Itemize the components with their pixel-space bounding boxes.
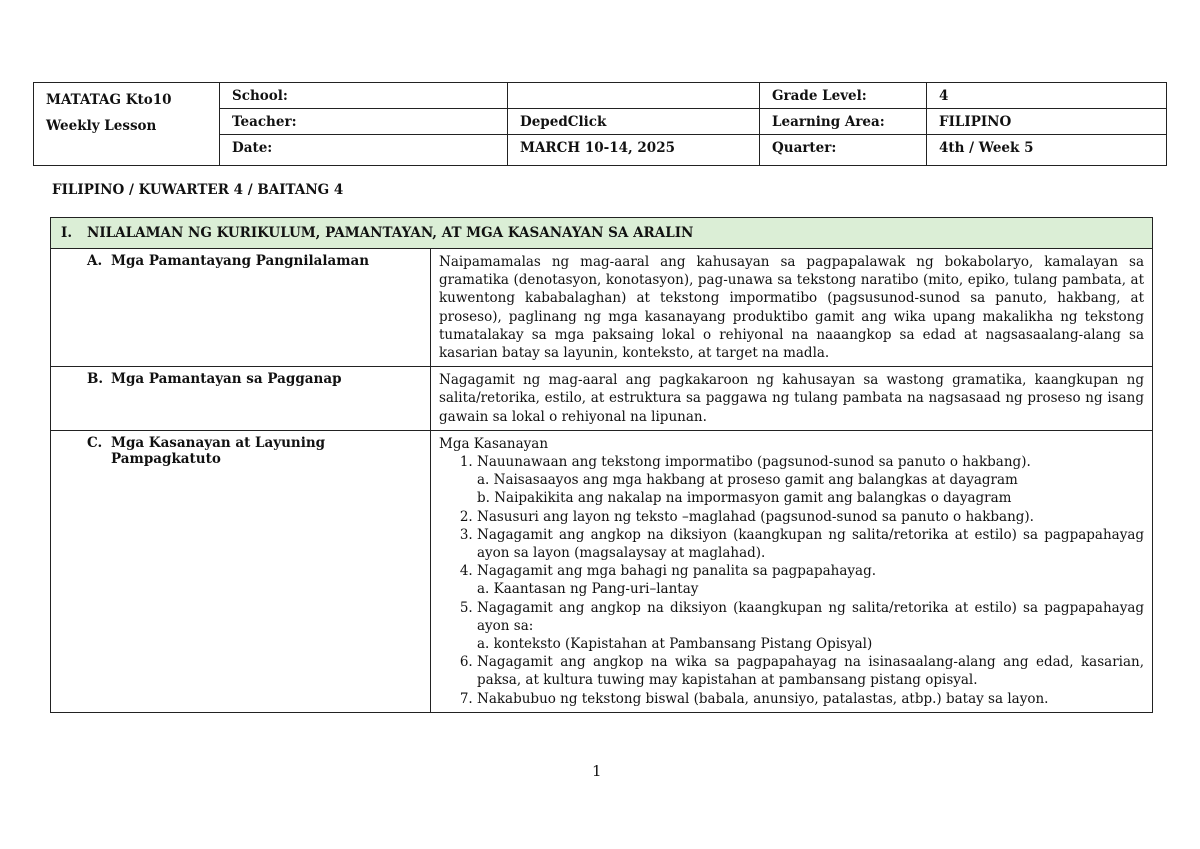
row-b-label [51,367,431,431]
row-c-label [51,430,431,712]
row-c-title-line1: Mga Kasanayan at Layuning [111,434,326,451]
section-number: I. [61,225,73,241]
area-label: Learning Area: [760,109,927,135]
grade-value: 4 [927,83,1167,109]
list-subitem: a. Kaantasan ng Pang-uri–lantay [477,581,699,598]
list-item-text: Nasusuri ang layon ng teksto –maglahad (pagsunod-sunod sa panuto o hakbang). [477,508,1034,525]
row-a-letter: A. [87,253,103,269]
page-number: 1 [592,762,602,780]
header-table [33,82,1167,166]
row-performance-standards [51,367,1153,431]
list-item-text: Nakabubuo ng tekstong biswal (babala, anunsiyo, patalastas, atbp.) batay sa layon. [477,690,1049,707]
list-item [477,526,1144,562]
area-value: FILIPINO [927,109,1167,135]
teacher-value: DepedClick [508,109,760,135]
row-learning-competencies [51,430,1153,712]
skills-list [439,453,1144,708]
list-subitem: b. Naipakikita ang nakalap na impormasyon gamit ang balangkas o dayagram [477,490,1012,507]
row-content-standards [51,249,1153,367]
list-subitem: a. konteksto (Kapistahan at Pambansang Pistang Opisyal) [477,636,873,653]
row-b-text: Nagagamit ng mag-aaral ang pagkakaroon ng kahusayan sa wastong gramatika, kaangkupan ng salita/retorika, estilo, at estruktura sa paggawa ng tulang pambata na nagsasaad ng proseso ng isang gawain sa lokal o rehiyonal na lipunan. [431,367,1153,431]
school-value [508,83,760,109]
list-item-text: Nagagamit ang angkop na wika sa pagpapahayag na isinasaalang-alang ang edad, kasarian, paksa, at kultura tuwing may kapistahan at pambansang pistang opisyal. [477,654,1145,689]
list-item-text: Nagagamit ang angkop na diksiyon (kaangkupan ng salita/retorika at estilo) sa pagpapahayag ayon sa layon (magsalaysay at maglahad). [477,526,1145,562]
quarter-value: 4th / Week 5 [927,135,1167,166]
row-b-title: Mga Pamantayan sa Pagganap [111,371,342,388]
document-subtitle: FILIPINO / KUWARTER 4 / BAITANG 4 [52,182,344,198]
list-item [477,599,1144,654]
teacher-label: Teacher: [220,109,508,135]
brand-cell [34,83,220,166]
row-a-title: Mga Pamantayang Pangnilalaman [111,253,370,269]
row-a-label [51,249,431,367]
list-item [477,453,1144,508]
row-c-letter: C. [87,434,103,451]
list-item [477,562,1144,598]
grade-label: Grade Level: [760,83,927,109]
school-label: School: [220,83,508,109]
brand-line1: MATATAG Kto10 [46,92,172,108]
date-label: Date: [220,135,508,166]
list-item [477,653,1144,689]
section-title: NILALAMAN NG KURIKULUM, PAMANTAYAN, AT MGA KASANAYAN SA ARALIN [87,225,694,241]
quarter-label: Quarter: [760,135,927,166]
list-item-text: Nagagamit ang mga bahagi ng panalita sa pagpapahayag. [477,563,877,580]
row-a-text: Naipamamalas ng mag-aaral ang kahusayan sa pagpapalawak ng bokabolaryo, kamalayan sa gramatika (denotasyon, konotasyon), pag-unawa sa tekstong naratibo (mito, epiko, tulang pambata, at kuwentong kababalaghan) at tekstong impormatibo (pagsusunod-sunod sa panuto, hakbang, at proseso), paglinang ng mga kasanayang produktibo gamit ang wika upang makalikha ng tekstong tumatalakay sa mga paksaing lokal o rehiyonal na naaangkop sa edad at nagsasaalang-alang sa kasarian batay sa layunin, konteksto, at target na madla. [431,249,1153,367]
row-c-title-line2: Pampagkatuto [111,450,221,467]
list-item-text: Nagagamit ang angkop na diksiyon (kaangkupan ng salita/retorika at estilo) sa pagpapahayag ayon sa: [477,599,1145,634]
row-b-letter: B. [87,371,104,388]
row-c-content [431,430,1153,712]
section-header [51,218,1153,249]
date-value: MARCH 10-14, 2025 [508,135,760,166]
list-item-text: Nauunawaan ang tekstong impormatibo (pagsunod-sunod sa panuto o hakbang). [477,454,1031,471]
list-item [477,690,1144,708]
skills-intro: Mga Kasanayan [439,435,549,452]
brand-line2: Weekly Lesson [46,118,157,134]
list-subitem: a. Naisasaayos ang mga hakbang at proseso gamit ang balangkas at dayagram [477,472,1018,489]
list-item [477,508,1144,526]
curriculum-table [50,217,1153,713]
